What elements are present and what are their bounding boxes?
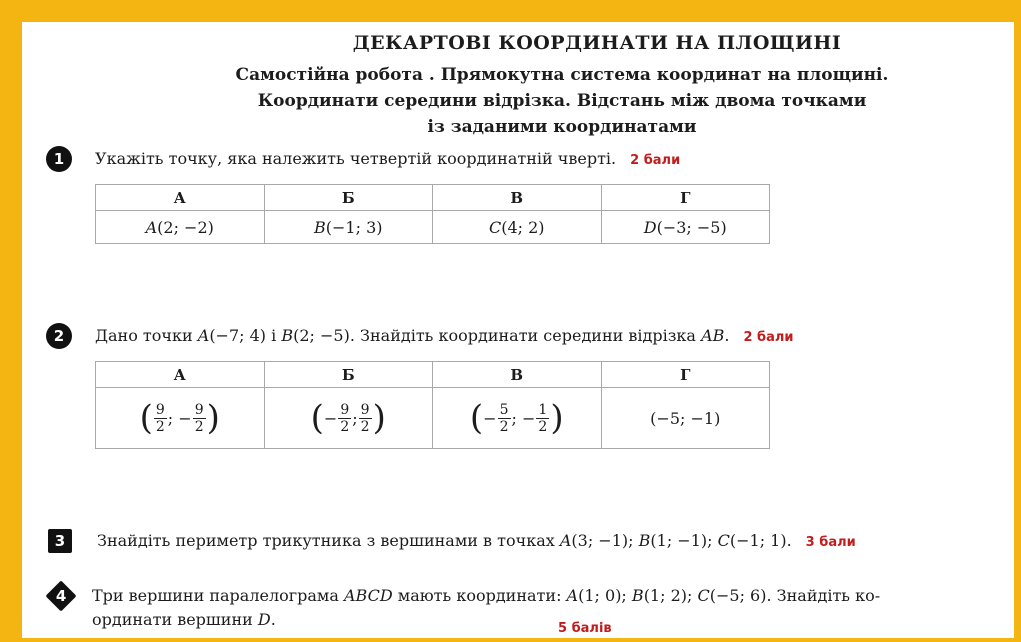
task-1-text: Укажіть точку, яка належить четвертій координатній чверті. 2 бали (95, 149, 681, 168)
task-4-text-line-2: ординати вершини D. (92, 610, 276, 629)
task-2-option-b[interactable]: ( − $\frac{9}{2}$ ; $\frac{9}{2}$ ) (264, 388, 433, 449)
task-4-text-line-1: Три вершини паралелограма ABCD мають координати: A(1; 0); B(1; 2); C(−5; 6). Знайдіть ко- (92, 586, 881, 605)
subtitle-line-2: Координати середини відрізка. Відстань між двома точками (257, 91, 867, 111)
task-3-number-badge: 3 (48, 529, 72, 553)
page-subtitle (132, 62, 992, 140)
task-1-points: 2 бали (630, 153, 681, 168)
task-1-option-b[interactable]: B(−1; 3) (264, 211, 433, 244)
task-2-header-g: Г (601, 362, 770, 388)
subtitle-line-1: Самостійна робота . Прямокутна система координат на площині. (235, 65, 889, 85)
task-3-text: Знайдіть периметр трикутника з вершинами в точках A(3; −1); B(1; −1); C(−1; 1). 3 бали (97, 531, 856, 550)
task-2-text: Дано точки A(−7; 4) і B(2; −5). Знайдіть координати середини відрізка AB. 2 бали (95, 326, 794, 345)
task-3-points: 3 бали (805, 535, 856, 550)
worksheet (22, 22, 1014, 638)
task-2-option-a[interactable]: ( $\frac{9}{2}$ ; − $\frac{9}{2}$ ) (96, 388, 265, 449)
task-4-points: 5 балів (558, 621, 612, 636)
task-2-option-g[interactable]: (−5; −1) (601, 388, 770, 449)
task-2-header-b: Б (264, 362, 433, 388)
task-1-header-a: А (96, 185, 265, 211)
page-title: ДЕКАРТОВІ КООРДИНАТИ НА ПЛОЩИНІ (352, 32, 842, 54)
subtitle-line-3: із заданими координатами (427, 117, 697, 137)
task-2-header-v: В (433, 362, 602, 388)
task-1-answer-table (95, 184, 770, 244)
task-1-option-v[interactable]: C(4; 2) (433, 211, 602, 244)
task-1-option-g[interactable]: D(−3; −5) (601, 211, 770, 244)
task-2-header-a: А (96, 362, 265, 388)
task-1-option-a[interactable]: A(2; −2) (96, 211, 265, 244)
task-1-header-g: Г (601, 185, 770, 211)
task-1-header-b: Б (264, 185, 433, 211)
task-1-header-v: В (433, 185, 602, 211)
task-1-number-badge: 1 (46, 146, 72, 172)
task-2-number-badge: 2 (46, 323, 72, 349)
task-2-points: 2 бали (743, 330, 794, 345)
task-4-number-badge: 4 (45, 580, 76, 611)
task-2-option-v[interactable]: ( − $\frac{5}{2}$ ; − $\frac{1}{2}$ ) (433, 388, 602, 449)
task-2-answer-table (95, 361, 770, 449)
